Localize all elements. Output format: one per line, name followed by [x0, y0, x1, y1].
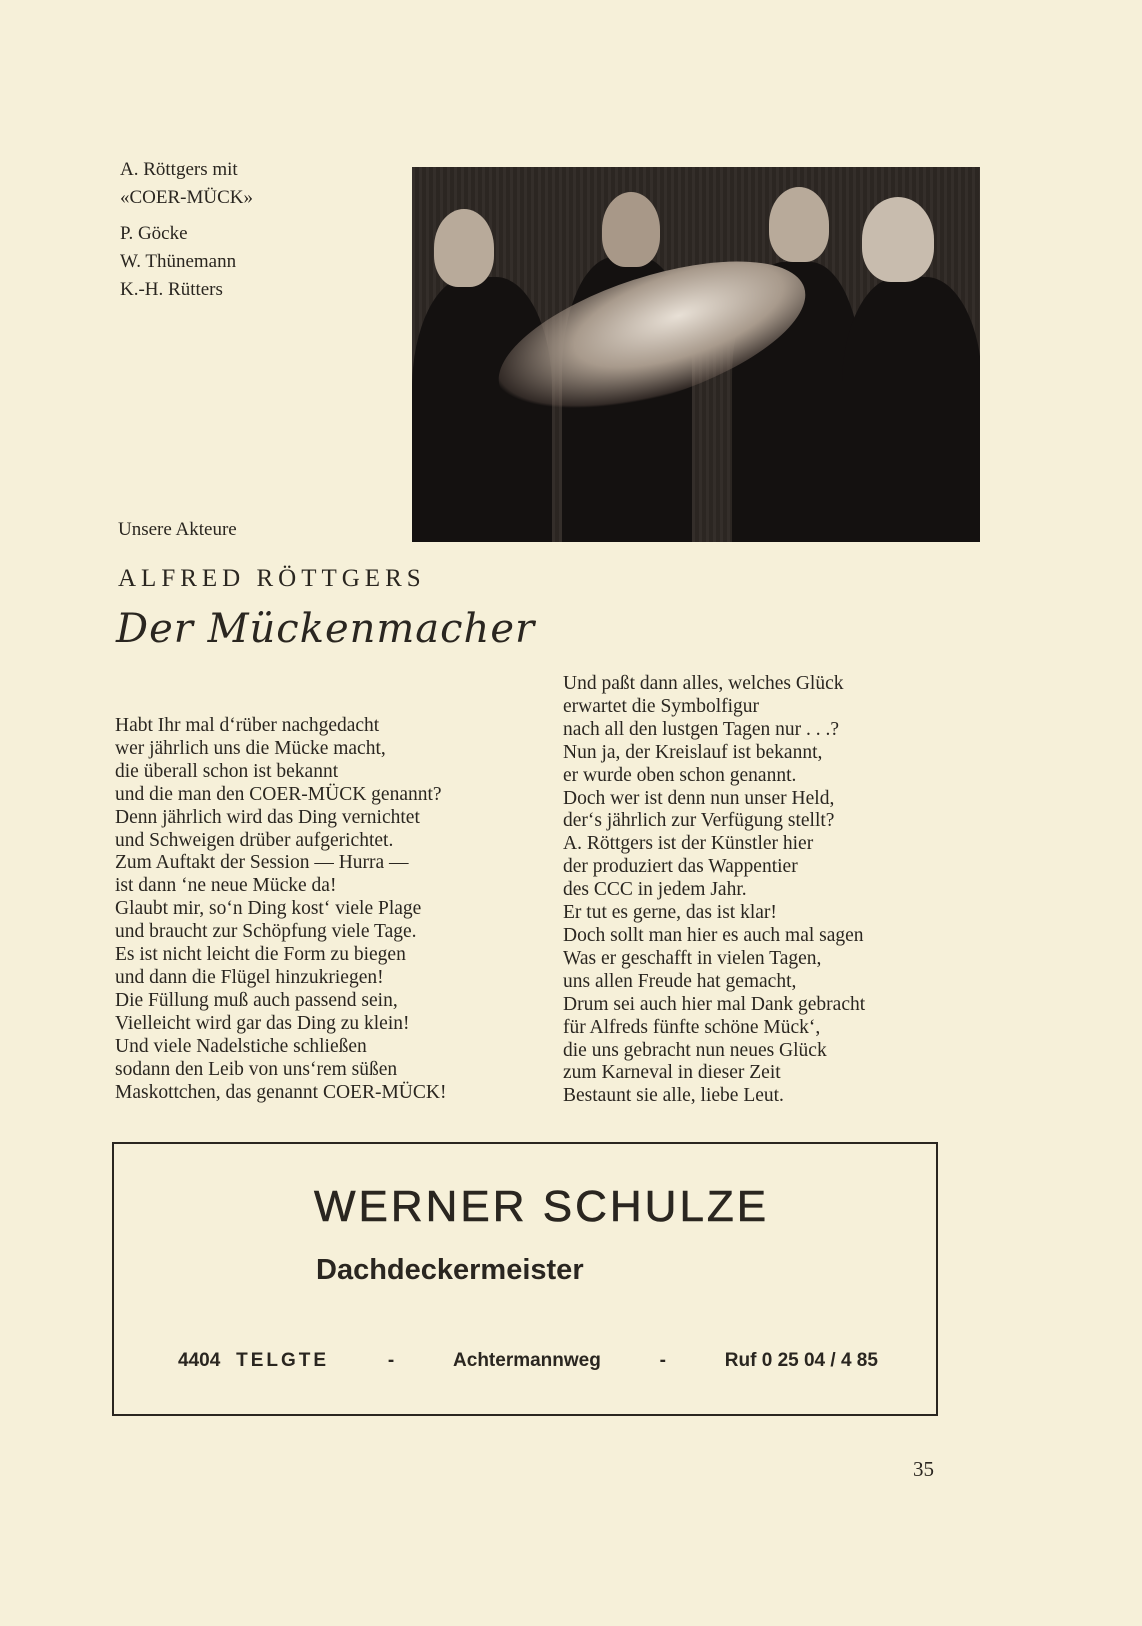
caption-line: A. Röttgers mit [120, 159, 238, 180]
poem-line: A. Röttgers ist der Künstler hier [563, 833, 814, 855]
ad-city: TELGTE [236, 1350, 330, 1371]
poem-line: Die Füllung muß auch passend sein, [115, 989, 398, 1011]
poem-line: uns allen Freude hat gemacht, [563, 970, 797, 992]
ad-street: Achtermannweg [453, 1350, 601, 1371]
poem-line: Doch sollt man hier es auch mal sagen [563, 924, 864, 946]
poem-line: der produziert das Wappentier [563, 856, 798, 878]
ad-separator: - [387, 1350, 395, 1371]
poem-line: und braucht zur Schöpfung viele Tage. [115, 921, 417, 943]
caption-name: W. Thünemann [120, 251, 237, 272]
poem-line: die überall schon ist bekannt [115, 760, 339, 782]
caption-line: «COER-MÜCK» [120, 187, 254, 208]
ad-separator: - [659, 1350, 666, 1371]
poem-line: Denn jährlich wird das Ding vernichtet [115, 806, 420, 828]
poem-line: erwartet die Symbolfigur [563, 695, 760, 717]
poem-line: Habt Ihr mal d‘rüber nachgedacht [115, 715, 380, 736]
caption-name: K.-H. Rütters [120, 279, 223, 300]
poem-line: nach all den lustgen Tagen nur . . .? [563, 718, 840, 740]
ad-phone: Ruf 0 25 04 / 4 85 [724, 1350, 878, 1371]
poem-line: für Alfreds fünfte schöne Mück‘, [563, 1016, 821, 1038]
poem-line: Was er geschafft in vielen Tagen, [563, 947, 822, 969]
poem-line: er wurde oben schon genannt. [563, 764, 797, 786]
poem-line: Er tut es gerne, das ist klar! [563, 902, 777, 924]
poem-line: Doch wer ist denn nun unser Held, [563, 787, 835, 809]
poem-line: die uns gebracht nun neues Glück [563, 1039, 827, 1061]
poem-line: zum Karneval in dieser Zeit [563, 1062, 781, 1084]
advertisement [112, 1142, 938, 1416]
photo-caption [120, 156, 253, 304]
caption-name: P. Göcke [120, 223, 188, 244]
poem-line: ist dann ‘ne neue Mücke da! [115, 875, 337, 897]
ad-trade: Dachdeckermeister [316, 1254, 584, 1286]
page-number: 35 [913, 1457, 934, 1481]
poem-line: der‘s jährlich zur Verfügung stellt? [563, 810, 835, 832]
poem-line: Zum Auftakt der Session — Hurra — [115, 852, 409, 874]
poem-line: Glaubt mir, so‘n Ding kost‘ viele Plage [115, 898, 422, 920]
author-name: ALFRED RÖTTGERS [118, 565, 426, 592]
poem-line: Nun ja, der Kreislauf ist bekannt, [563, 741, 823, 763]
ad-company-name: WERNER SCHULZE [314, 1182, 770, 1231]
section-label: Unsere Akteure [118, 519, 237, 540]
poem-column-right [563, 673, 865, 1108]
poem-line: und Schweigen drüber aufgerichtet. [115, 829, 394, 851]
article-title: Der Mückenmacher [116, 606, 536, 652]
poem-line: Bestaunt sie alle, liebe Leut. [563, 1085, 784, 1107]
poem-line: und die man den COER-MÜCK genannt? [115, 783, 442, 805]
poem-line: Und paßt dann alles, welches Glück [563, 673, 844, 694]
poem-line: sodann den Leib von uns‘rem süßen [115, 1058, 398, 1080]
poem-line: Maskottchen, das genannt COER-MÜCK! [115, 1081, 447, 1103]
poem-line: des CCC in jedem Jahr. [563, 879, 747, 901]
poem-column-left [115, 715, 446, 1104]
ad-contact-line [178, 1350, 878, 1372]
poem-line: Vielleicht wird gar das Ding zu klein! [115, 1012, 410, 1034]
group-photo [412, 167, 980, 542]
poem-line: wer jährlich uns die Mücke macht, [115, 737, 386, 759]
poem-line: und dann die Flügel hinzukriegen! [115, 966, 384, 988]
poem-line: Es ist nicht leicht die Form zu biegen [115, 944, 406, 966]
poem-line: Und viele Nadelstiche schließen [115, 1035, 367, 1057]
ad-postcode: 4404 [178, 1350, 221, 1371]
poem-line: Drum sei auch hier mal Dank gebracht [563, 993, 866, 1015]
